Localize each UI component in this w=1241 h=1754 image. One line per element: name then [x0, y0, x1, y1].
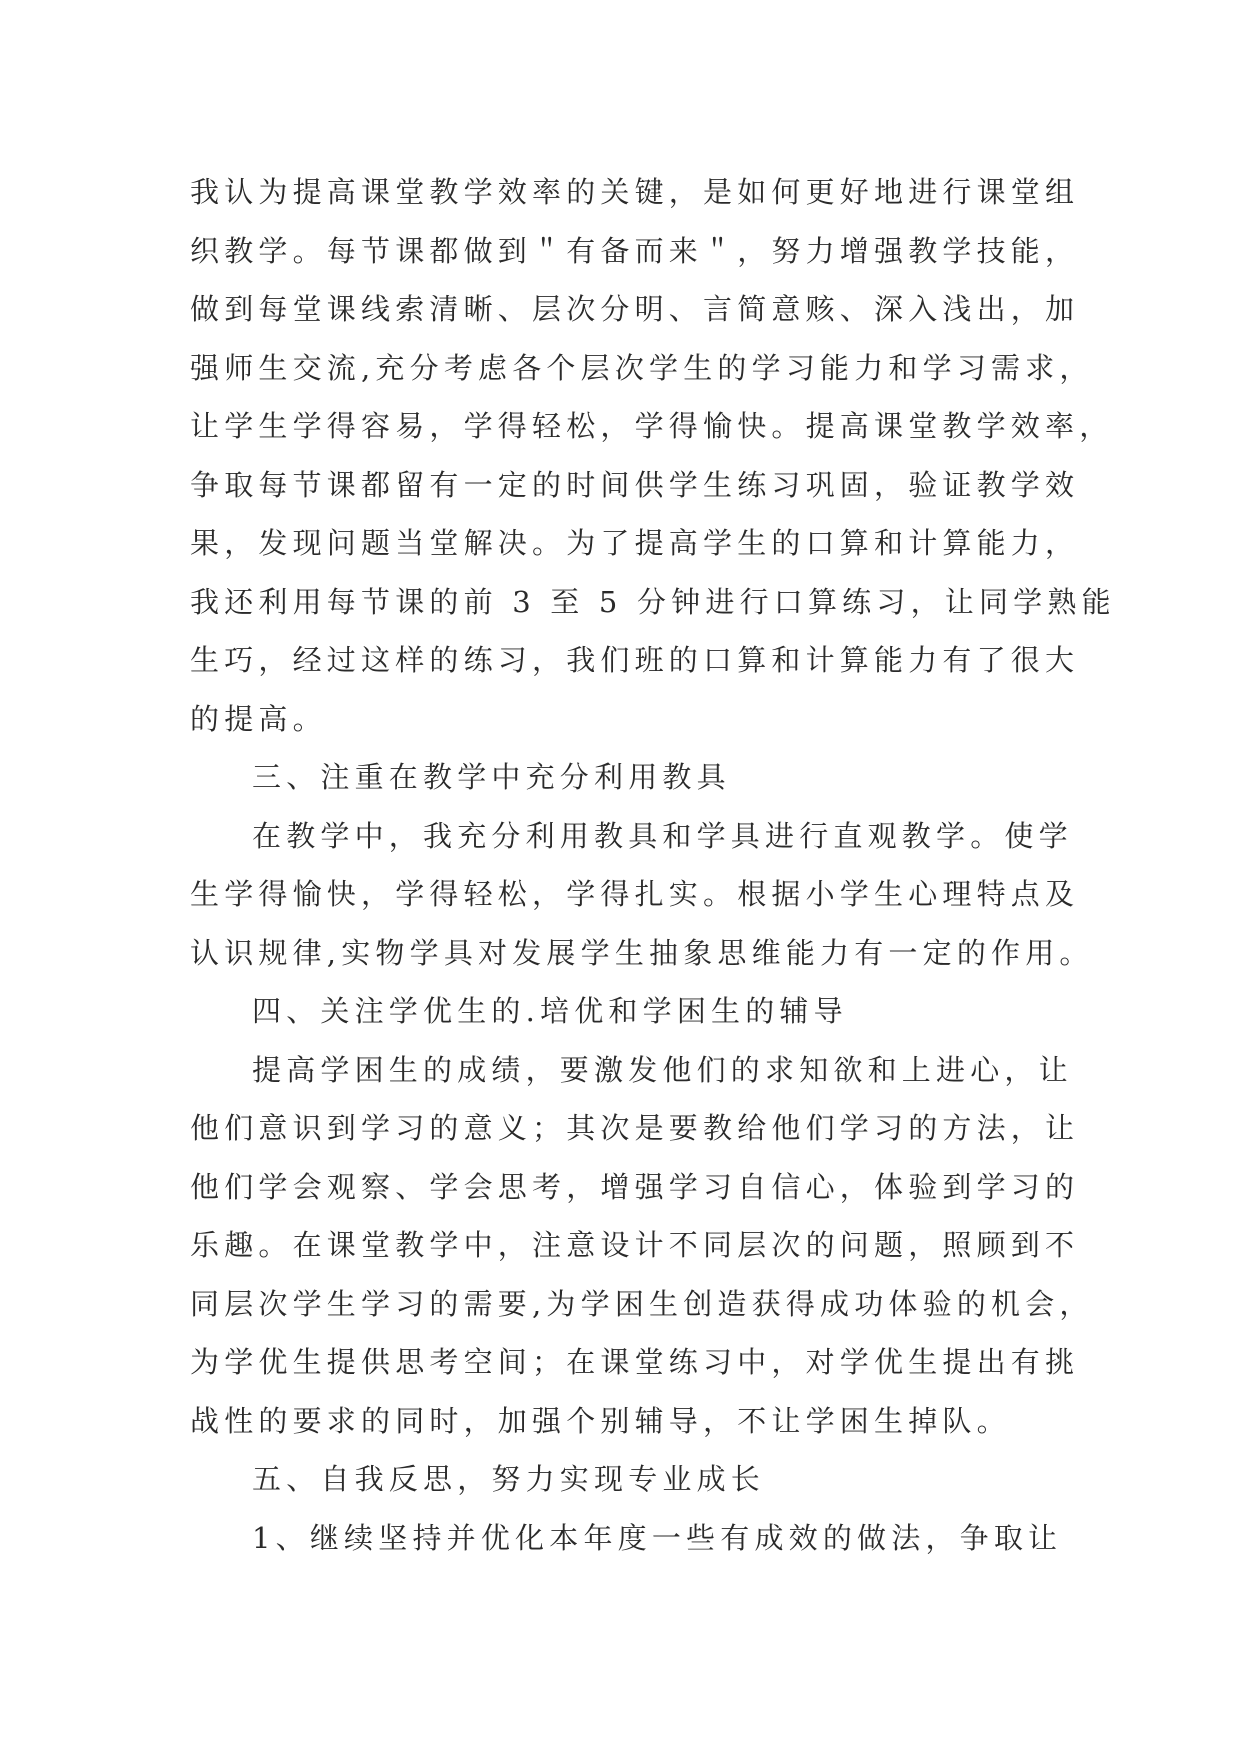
- section-heading-5: 五、自我反思，努力实现专业成长: [252, 1462, 766, 1496]
- body-line: 同层次学生学习的需要,为学困生创造获得成功体验的机会，: [190, 1286, 1094, 1321]
- body-line: 1、继续坚持并优化本年度一些有成效的做法，争取让: [252, 1520, 1063, 1555]
- body-line: 生巧，经过这样的练习，我们班的口算和计算能力有了很大: [190, 643, 1080, 677]
- body-line: 我认为提高课堂教学效率的关键，是如何更好地进行课堂组: [190, 175, 1080, 209]
- body-line: 织教学。每节课都做到＂有备而来＂，努力增强教学技能，: [190, 233, 1080, 268]
- body-line: 强师生交流,充分考虑各个层次学生的学习能力和学习需求，: [190, 350, 1094, 385]
- body-line: 乐趣。在课堂教学中，注意设计不同层次的问题，照顾到不: [190, 1228, 1080, 1262]
- body-line: 让学生学得容易，学得轻松，学得愉快。提高课堂教学效率，: [190, 409, 1114, 443]
- body-line: 我还利用每节课的前 3 至 5 分钟进行口算练习，让同学熟能: [190, 584, 1116, 619]
- body-line: 的提高。: [190, 701, 327, 736]
- document-body: [190, 163, 1116, 1567]
- section-heading-4: 四、关注学优生的.培优和学困生的辅导: [252, 994, 848, 1028]
- body-line: 在教学中，我充分利用教具和学具进行直观教学。使学: [252, 818, 1073, 853]
- body-line: 战性的要求的同时，加强个别辅导，不让学困生掉队。: [190, 1403, 1011, 1438]
- body-line: 果，发现问题当堂解决。为了提高学生的口算和计算能力，: [190, 526, 1080, 560]
- body-line: 争取每节课都留有一定的时间供学生练习巩固，验证教学效: [190, 467, 1080, 502]
- body-line: 为学优生提供思考空间；在课堂练习中，对学优生提出有挑: [190, 1345, 1080, 1379]
- section-heading-3: 三、注重在教学中充分利用教具: [252, 760, 731, 794]
- body-line: 提高学困生的成绩，要激发他们的求知欲和上进心，让: [252, 1052, 1073, 1087]
- body-line: 认识规律,实物学具对发展学生抽象思维能力有一定的作用。: [190, 935, 1094, 970]
- body-line: 生学得愉快，学得轻松，学得扎实。根据小学生心理特点及: [190, 877, 1080, 911]
- body-line: 做到每堂课线索清晰、层次分明、言简意赅、深入浅出，加: [190, 292, 1080, 326]
- body-line: 他们学会观察、学会思考，增强学习自信心，体验到学习的: [190, 1169, 1080, 1204]
- body-line: 他们意识到学习的意义；其次是要教给他们学习的方法，让: [190, 1111, 1080, 1145]
